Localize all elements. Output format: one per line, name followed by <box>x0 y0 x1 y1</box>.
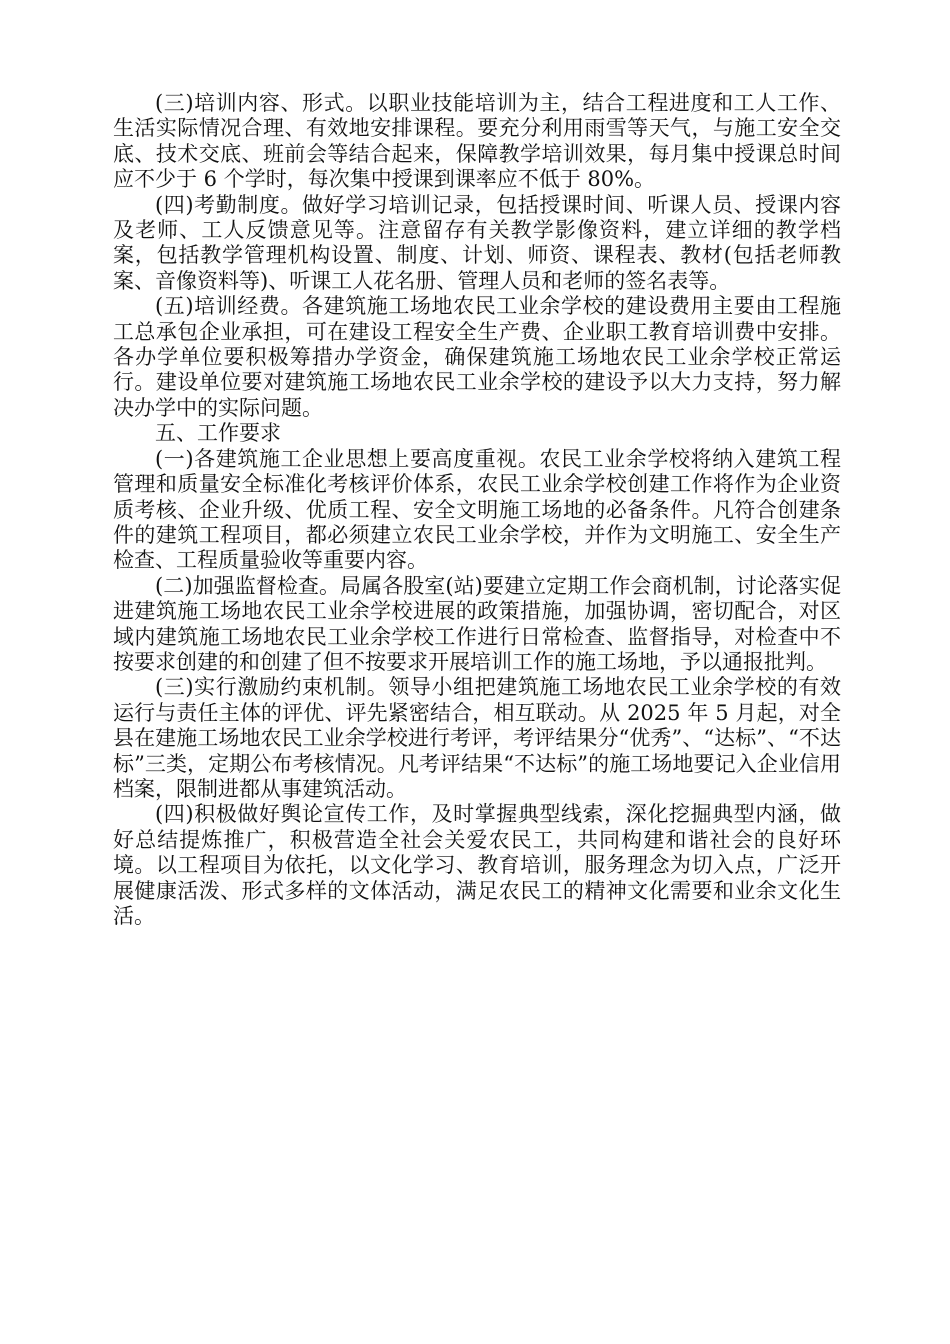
paragraph-attach-importance: (一)各建筑施工企业思想上要高度重视。农民工业余学校将纳入建筑工程管理和质量安全标准化考核评价体系，农民工业余学校创建工作将作为企业资质考核、企业升级、优质工程、安全文明施工场地的必备条件。凡符合创建条件的建筑工程项目，都必须建立农民工业余学校，并作为文明施工、安全生产检查、工程质量验收等重要内容。 <box>113 446 841 573</box>
paragraph-training-funds: (五)培训经费。各建筑施工场地农民工业余学校的建设费用主要由工程施工总承包企业承担，可在建设工程安全生产费、企业职工教育培训费中安排。各办学单位要积极筹措办学资金，确保建筑施工场地农民工业余学校正常运行。建设单位要对建筑施工场地农民工业余学校的建设予以大力支持，努力解决办学中的实际问题。 <box>113 294 841 420</box>
paragraph-incentive-mechanism: (三)实行激励约束机制。领导小组把建筑施工场地农民工业余学校的有效运行与责任主体的评优、评先紧密结合，相互联动。从 2025 年 5 月起，对全县在建施工场地农民工业余学校进行考评，考评结果分“优秀”、“达标”、“不达标”三类，定期公布考核情况。凡考评结果“不达标”的施工场地要记入企业信用档案，限制进都从事建筑活动。 <box>113 675 841 801</box>
paragraph-training-content: (三)培训内容、形式。以职业技能培训为主，结合工程进度和工人工作、生活实际情况合理、有效地安排课程。要充分利用雨雪等天气，与施工安全交底、技术交底、班前会等结合起来，保障教学培训效果，每月集中授课总时间应不少于 6 个学时，每次集中授课到课率应不低于 80%。 <box>113 91 841 192</box>
section-heading-work-requirements: 五、工作要求 <box>155 421 281 446</box>
paragraph-attendance-system: (四)考勤制度。做好学习培训记录，包括授课时间、听课人员、授课内容及老师、工人反馈意见等。注意留存有关教学影像资料，建立详细的教学档案，包括教学管理机构设置、制度、计划、师资、课程表、教材(包括老师教案、音像资料等)、听课工人花名册、管理人员和老师的签名表等。 <box>113 192 841 293</box>
document-body <box>113 91 841 929</box>
paragraph-supervision-inspection: (二)加强监督检查。局属各股室(站)要建立定期工作会商机制，讨论落实促进建筑施工场地农民工业余学校进展的政策措施，加强协调，密切配合，对区域内建筑施工场地农民工业余学校工作进行日常检查、监督指导，对检查中不按要求创建的和创建了但不按要求开展培训工作的施工场地，予以通报批判。 <box>113 573 841 674</box>
paragraph-publicity-work: (四)积极做好舆论宣传工作，及时掌握典型线索，深化挖掘典型内涵，做好总结提炼推广，积极营造全社会关爱农民工，共同构建和谐社会的良好环境。以工程项目为依托，以文化学习、教育培训，服务理念为切入点，广泛开展健康活泼、形式多样的文体活动，满足农民工的精神文化需要和业余文化生活。 <box>113 802 841 928</box>
